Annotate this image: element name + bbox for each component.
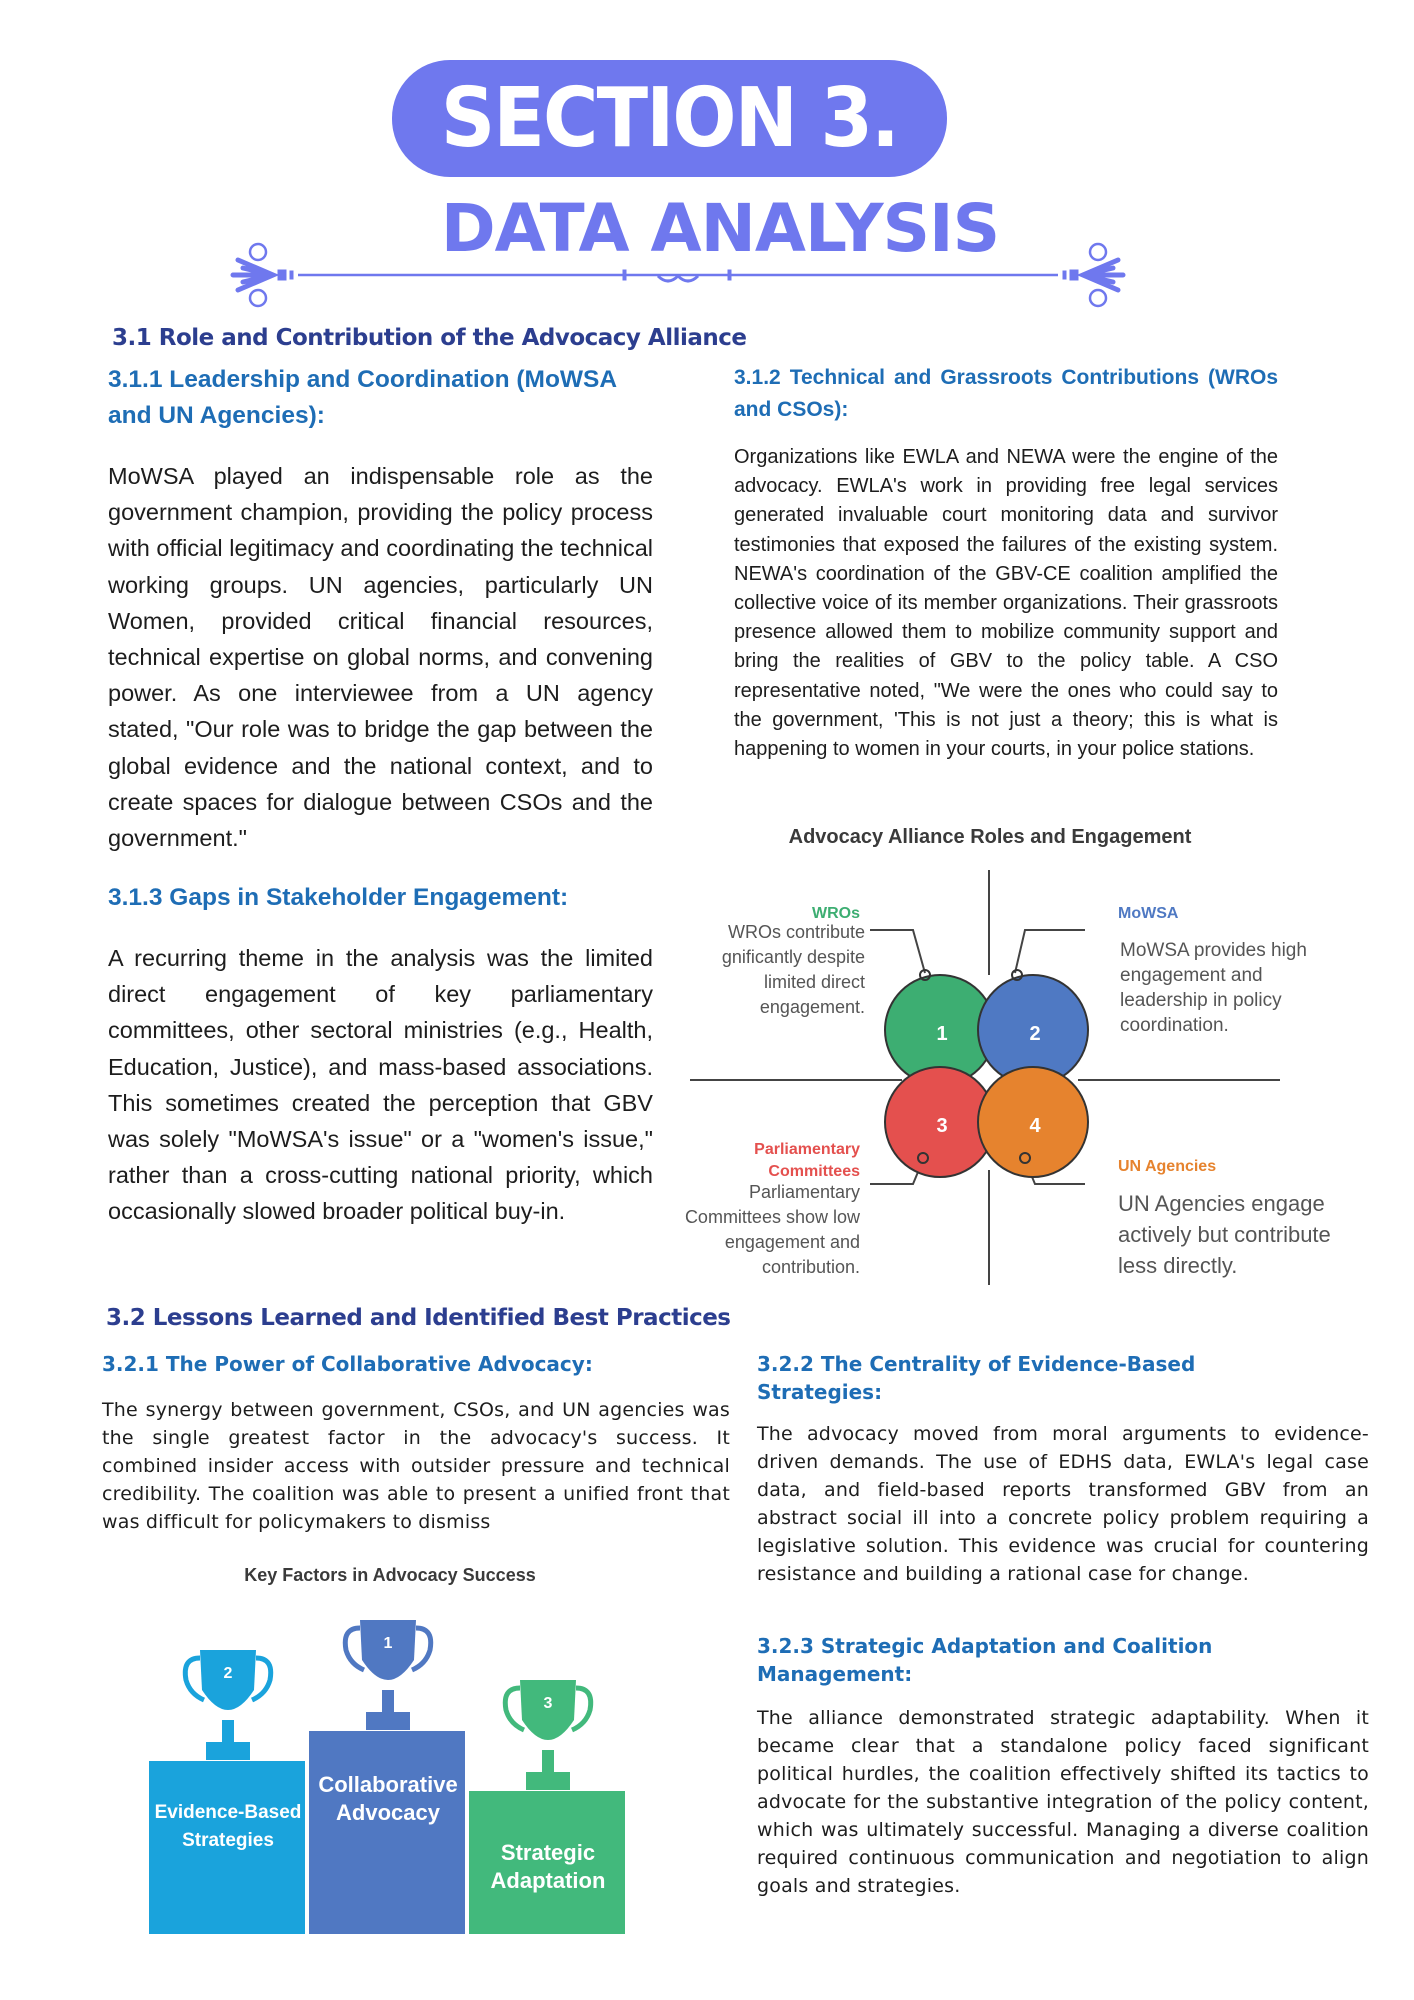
subsection-heading-3-1-3: 3.1.3 Gaps in Stakeholder Engagement: bbox=[108, 884, 569, 911]
podium-block-rank-1 bbox=[308, 1730, 466, 1935]
quadrant-label-un: UN Agencies bbox=[1118, 1158, 1217, 1175]
quadrant-desc-parliament bbox=[640, 1180, 860, 1280]
podium-chart bbox=[140, 1600, 640, 1940]
desc-line: UN Agencies engage bbox=[1118, 1191, 1325, 1216]
trophy-rank-label: 3 bbox=[543, 1695, 553, 1712]
subsection-heading-3-2-3: 3.2.3 Strategic Adaptation and Coalition Management: bbox=[757, 1634, 1213, 1686]
paragraph-3-2-3: The alliance demonstrated strategic adaptability. When it became clear that a standalone policy faced significant political hurdles, the coalition effectively shifted its tactics to advocate for the substantive integration of the policy content, which was ultimately successful. Managing a diverse coalition required continuous communication and negotiation to align goals and strategies. bbox=[757, 1707, 1369, 1897]
desc-line: contribution. bbox=[761, 1257, 860, 1277]
paragraph-3-1-1: MoWSA played an indispensable role as the government champion, providing the policy process with official legitimacy and coordinating the technical working groups. UN agencies, particularly UN Women, provided critical financial resources, technical expertise on global norms, and convening power. As one interviewee from a UN agency stated, "Our role was to bridge the gap between the global evidence and the national context, and to create spaces for dialogue between CSOs and the government." bbox=[108, 463, 653, 852]
podium-label: Adaptation bbox=[490, 1868, 606, 1893]
subsection-heading-3-2-1: 3.2.1 The Power of Collaborative Advocacy: bbox=[102, 1352, 593, 1376]
desc-line: MoWSA provides high bbox=[1120, 940, 1307, 961]
diagram-title: Advocacy Alliance Roles and Engagement bbox=[788, 826, 1192, 848]
subsection-heading-3-2-2: 3.2.2 The Centrality of Evidence-Based Strategies: bbox=[757, 1352, 1196, 1404]
quadrant-label-parliament bbox=[660, 1139, 860, 1183]
trophy-stem-icon bbox=[542, 1750, 554, 1774]
subsection-heading-3-1-2: 3.1.2 Technical and Grassroots Contributions (WROs and CSOs): bbox=[734, 366, 1278, 421]
trophy-rank-label: 2 bbox=[223, 1665, 233, 1682]
subsection-heading-3-1-1: 3.1.1 Leadership and Coordination (MoWSA and UN Agencies): bbox=[108, 366, 617, 429]
label-line: Parliamentary bbox=[754, 1141, 860, 1158]
quadrant-desc-mowsa bbox=[1120, 938, 1350, 1038]
desc-line: engagement. bbox=[759, 997, 865, 1017]
podium-label: Evidence-Based bbox=[154, 1802, 302, 1823]
label-line: Committees bbox=[768, 1163, 860, 1180]
desc-line: coordination. bbox=[1120, 1015, 1229, 1036]
section-label: SECTION 3. bbox=[440, 71, 899, 166]
section-heading-3-2: 3.2 Lessons Learned and Identified Best Practices bbox=[106, 1305, 731, 1331]
podium-label: Collaborative bbox=[318, 1772, 458, 1797]
section-number-banner bbox=[392, 60, 947, 177]
trophy-stem-icon bbox=[382, 1690, 394, 1714]
section-heading-3-1: 3.1 Role and Contribution of the Advocacy Alliance bbox=[112, 325, 747, 351]
paragraph-3-2-1: The synergy between government, CSOs, and UN agencies was the single greatest factor in the advocacy's success. It combined insider access with outsider pressure and technical credibility. The coalition was able to present a unified front that was difficult for policymakers to dismiss bbox=[102, 1399, 730, 1533]
trophy-base-icon bbox=[526, 1772, 570, 1790]
desc-line: Committees show low bbox=[684, 1207, 860, 1227]
ornamental-divider bbox=[228, 240, 1128, 310]
desc-line: engagement and bbox=[724, 1232, 860, 1252]
paragraph-3-2-2: The advocacy moved from moral arguments to evidence-driven demands. The use of EDHS data, EWLA's legal case data, and field-based reports transformed GBV from an abstract social ill into a concrete policy problem requiring a legislative solution. This evidence was crucial for countering resistance and building a rational case for change. bbox=[757, 1423, 1369, 1585]
venn-number-4: 4 bbox=[1029, 1115, 1041, 1137]
desc-line: limited direct bbox=[763, 972, 865, 992]
trophy-base-icon bbox=[366, 1712, 410, 1730]
podium-label: Strategies bbox=[182, 1830, 274, 1851]
quadrant-desc-un bbox=[1118, 1188, 1368, 1281]
quadrant-label-mowsa: MoWSA bbox=[1118, 905, 1179, 922]
podium-label: Strategic bbox=[500, 1840, 596, 1865]
desc-line: less directly. bbox=[1118, 1253, 1238, 1278]
quadrant-label-wros: WROs bbox=[812, 905, 860, 922]
venn-number-1: 1 bbox=[936, 1023, 948, 1045]
quadrant-desc-wros bbox=[640, 920, 865, 1020]
desc-line: engagement and bbox=[1120, 965, 1263, 986]
trophy-stem-icon bbox=[222, 1720, 234, 1744]
trophy-rank-label: 1 bbox=[383, 1635, 393, 1652]
venn-number-3: 3 bbox=[936, 1115, 948, 1137]
podium-label: Advocacy bbox=[336, 1800, 440, 1825]
desc-line: actively but contribute bbox=[1118, 1222, 1331, 1247]
venn-number-2: 2 bbox=[1029, 1023, 1041, 1045]
trophy-base-icon bbox=[206, 1742, 250, 1760]
podium-title: Key Factors in Advocacy Success bbox=[244, 1565, 536, 1585]
desc-line: WROs contribute bbox=[727, 922, 865, 942]
desc-line: gnificantly despite bbox=[721, 947, 865, 967]
desc-line: leadership in policy bbox=[1120, 990, 1282, 1011]
paragraph-3-1-2: Organizations like EWLA and NEWA were the engine of the advocacy. EWLA's work in providing free legal services generated invaluable court monitoring data and survivor testimonies that exposed the failures of the existing system. NEWA's coordination of the GBV-CE coalition amplified the collective voice of its member organizations. Their grassroots presence allowed them to mobilize community support and bring the realities of GBV to the policy table. A CSO representative noted, "We were the ones who could say to the government, 'This is not just a theory; this is what is happening to women in your courts, in your police stations. bbox=[734, 446, 1278, 761]
page-title: DATA ANALYSIS bbox=[440, 190, 1000, 267]
paragraph-3-1-3: A recurring theme in the analysis was the limited direct engagement of key parliamentary committees, other sectoral ministries (e.g., Health, Education, Justice), and mass-based associations. This sometimes created the perception that GBV was solely "MoWSA's issue" or a "women's issue," rather than a cross-cutting national priority, which occasionally slowed broader political buy-in. bbox=[108, 945, 653, 1225]
desc-line: Parliamentary bbox=[748, 1182, 860, 1202]
